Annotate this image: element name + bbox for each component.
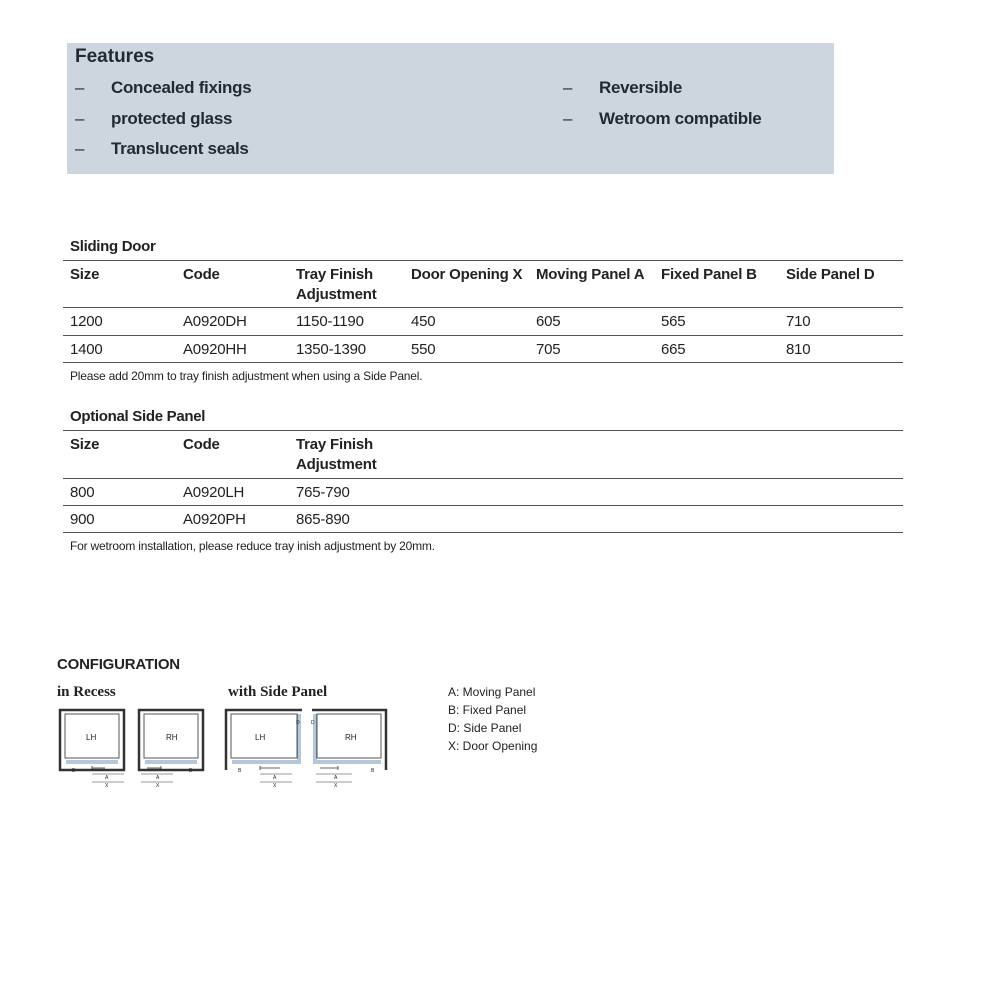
a-label: A — [273, 775, 277, 781]
header-size: Size — [70, 266, 100, 283]
divider — [63, 430, 903, 431]
cell-code: A0920LH — [183, 484, 245, 501]
header-code: Code — [183, 436, 220, 453]
header-side-panel: Side Panel D — [786, 266, 875, 283]
feature-text: Wetroom compatible — [599, 109, 762, 128]
lh-label: LH — [86, 733, 97, 742]
d-label: D — [296, 720, 300, 726]
x-label: X — [156, 783, 160, 789]
header-moving-panel: Moving Panel A — [536, 266, 645, 283]
x-label: X — [273, 783, 277, 789]
a-label: A — [334, 775, 338, 781]
cell-fixed-panel: 665 — [661, 341, 686, 358]
legend-item: B: Fixed Panel — [448, 703, 527, 717]
divider — [63, 260, 903, 261]
feature-text: Concealed fixings — [111, 78, 252, 97]
recess-lh-diagram — [58, 708, 128, 790]
dash: – — [563, 78, 573, 97]
cell-side-panel: 710 — [786, 313, 811, 330]
b-label: B — [238, 768, 242, 774]
divider — [63, 362, 903, 363]
side-panel-title: Optional Side Panel — [70, 408, 206, 425]
divider — [63, 532, 903, 533]
feature-text: Reversible — [599, 78, 682, 97]
x-label: X — [105, 783, 109, 789]
cell-fixed-panel: 565 — [661, 313, 686, 330]
divider — [63, 335, 903, 336]
header-adjustment: Adjustment — [296, 286, 377, 303]
cell-door-opening: 550 — [411, 341, 436, 358]
cell-side-panel: 810 — [786, 341, 811, 358]
cell-tray-finish: 1350-1390 — [296, 341, 366, 358]
lh-label: LH — [255, 733, 266, 742]
in-recess-label: in Recess — [57, 684, 116, 700]
a-label: A — [156, 775, 160, 781]
header-tray-finish: Tray Finish — [296, 436, 373, 453]
d-label: D — [311, 720, 315, 726]
b-label: B — [189, 768, 193, 774]
dash: – — [75, 109, 85, 128]
features-title: Features — [75, 46, 155, 67]
b-label: B — [371, 768, 375, 774]
cell-door-opening: 450 — [411, 313, 436, 330]
cell-size: 800 — [70, 484, 95, 501]
divider — [63, 478, 903, 479]
dash: – — [563, 109, 573, 128]
x-label: X — [334, 783, 338, 789]
header-adjustment: Adjustment — [296, 456, 377, 473]
header-tray-finish: Tray Finish — [296, 266, 373, 283]
cell-code: A0920PH — [183, 511, 246, 528]
cell-tray-finish: 865-890 — [296, 511, 350, 528]
sliding-door-note: Please add 20mm to tray finish adjustment when using a Side Panel. — [70, 369, 423, 383]
legend-item: X: Door Opening — [448, 739, 538, 753]
header-door-opening: Door Opening X — [411, 266, 523, 283]
a-label: A — [105, 775, 109, 781]
configuration-title: CONFIGURATION — [57, 656, 180, 673]
legend-item: A: Moving Panel — [448, 685, 536, 699]
side-panel-rh-diagram — [308, 708, 390, 790]
dash: – — [75, 78, 85, 97]
rh-label: RH — [345, 733, 357, 742]
divider — [63, 307, 903, 308]
recess-rh-diagram — [137, 708, 207, 790]
cell-size: 1400 — [70, 341, 103, 358]
rh-label: RH — [166, 733, 178, 742]
sliding-door-title: Sliding Door — [70, 238, 156, 255]
cell-size: 1200 — [70, 313, 103, 330]
header-code: Code — [183, 266, 220, 283]
b-label: B — [72, 768, 76, 774]
header-fixed-panel: Fixed Panel B — [661, 266, 757, 283]
cell-moving-panel: 705 — [536, 341, 561, 358]
legend-item: D: Side Panel — [448, 721, 522, 735]
dash: – — [75, 139, 85, 158]
cell-moving-panel: 605 — [536, 313, 561, 330]
header-size: Size — [70, 436, 100, 453]
side-panel-note: For wetroom installation, please reduce tray inish adjustment by 20mm. — [70, 539, 435, 553]
feature-text: Translucent seals — [111, 139, 249, 158]
divider — [63, 505, 903, 506]
side-panel-lh-diagram — [224, 708, 306, 790]
feature-text: protected glass — [111, 109, 233, 128]
cell-tray-finish: 1150-1190 — [296, 313, 364, 330]
with-side-panel-label: with Side Panel — [228, 684, 328, 700]
cell-code: A0920DH — [183, 313, 247, 330]
cell-tray-finish: 765-790 — [296, 484, 350, 501]
cell-size: 900 — [70, 511, 95, 528]
features-box — [67, 43, 834, 174]
cell-code: A0920HH — [183, 341, 247, 358]
